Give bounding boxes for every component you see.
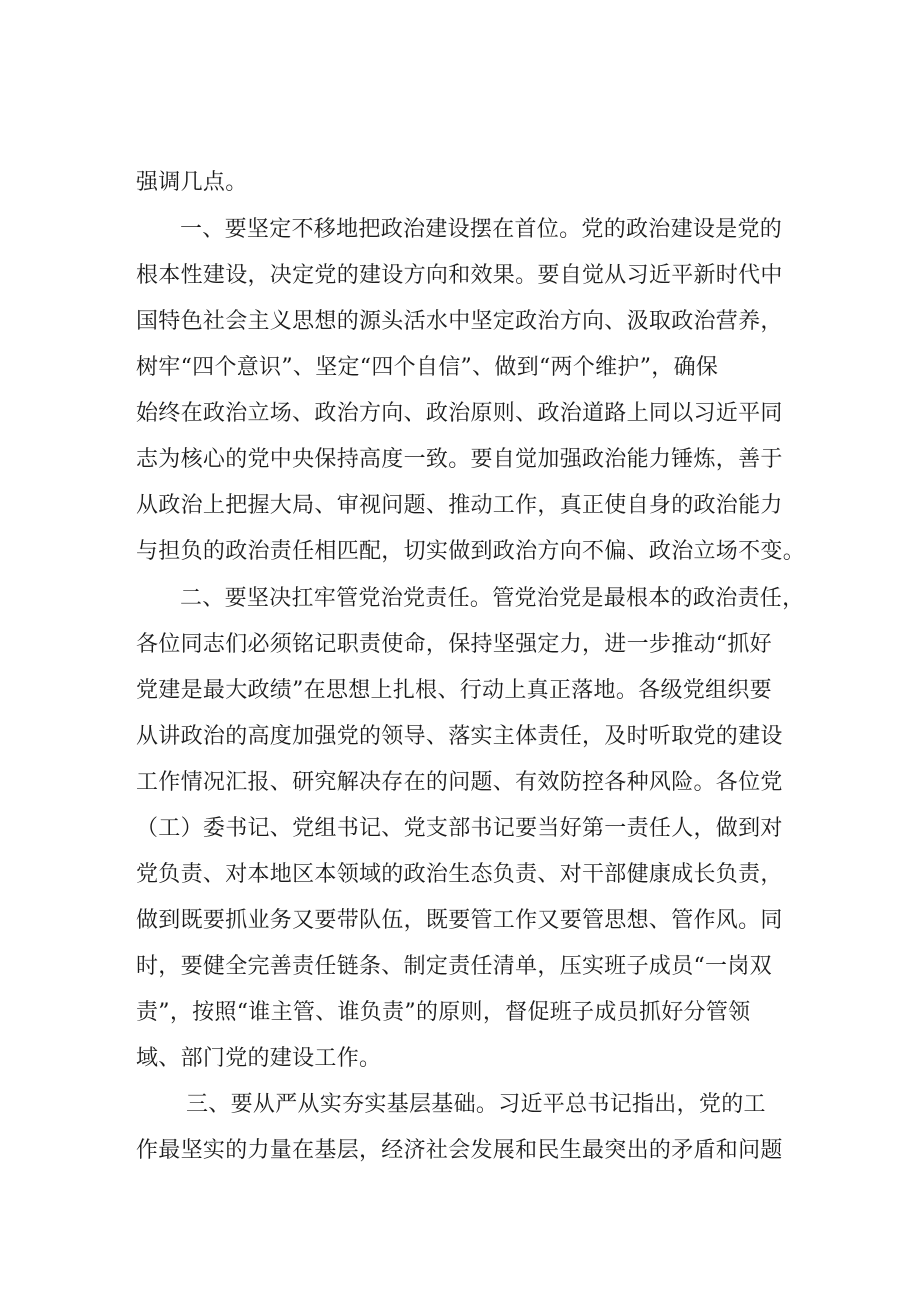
paragraph-line: 从政治上把握大局、审视问题、推动工作，真正使自身的政治能力: [136, 493, 783, 518]
paragraph-line: 三、要从严从实夯实基层基础。习近平总书记指出，党的工: [186, 1092, 766, 1117]
paragraph-line: 从讲政治的高度加强党的领导、落实主体责任，及时听取党的建设: [136, 724, 783, 749]
paragraph-line: 始终在政治立场、政治方向、政治原则、政治道路上同以习近平同: [136, 401, 783, 426]
paragraph-line: 强调几点。: [136, 170, 248, 195]
paragraph-line: 做到既要抓业务又要带队伍，既要管工作又要管思想、管作风。同: [136, 908, 783, 933]
paragraph-line: 党建是最大政绩”在思想上扎根、行动上真正落地。各级党组织要: [136, 678, 772, 703]
paragraph-line: 责”，按照“谁主管、谁负责”的原则，督促班子成员抓好分管领: [136, 1000, 751, 1025]
paragraph-line: 工作情况汇报、研究解决存在的问题、有效防控各种风险。各位党: [136, 770, 783, 795]
paragraph-line: 志为核心的党中央保持高度一致。要自觉加强政治能力锤炼，善于: [136, 447, 783, 472]
paragraph-line: 各位同志们必须铭记职责使命，保持坚强定力，进一步推动“抓好: [136, 632, 772, 657]
paragraph-line: 根本性建设，决定党的建设方向和效果。要自觉从习近平新时代中: [136, 263, 783, 288]
paragraph-line: 时，要健全完善责任链条、制定责任清单，压实班子成员“一岗双: [136, 954, 772, 979]
paragraph-line: 域、部门党的建设工作。: [136, 1046, 382, 1071]
paragraph-line: 作最坚实的力量在基层，经济社会发展和民生最突出的矛盾和问题: [136, 1138, 783, 1163]
paragraph-line: 党负责、对本地区本领域的政治生态负责、对干部健康成长负责，: [136, 862, 783, 887]
paragraph-line: 一、要坚定不移地把政治建设摆在首位。党的政治建设是党的: [180, 217, 783, 242]
paragraph-line: （工）委书记、党组书记、党支部书记要当好第一责任人，做到对: [136, 816, 783, 841]
paragraph-line: 与担负的政治责任相匹配，切实做到政治方向不偏、政治立场不变。: [136, 539, 806, 564]
paragraph-line: 树牢“四个意识”、坚定“四个自信”、做到“两个维护”，确保: [136, 355, 719, 380]
paragraph-line: 国特色社会主义思想的源头活水中坚定政治方向、汲取政治营养，: [136, 309, 783, 334]
paragraph-line: 二、要坚决扛牢管党治党责任。管党治党是最根本的政治责任，: [180, 586, 805, 611]
